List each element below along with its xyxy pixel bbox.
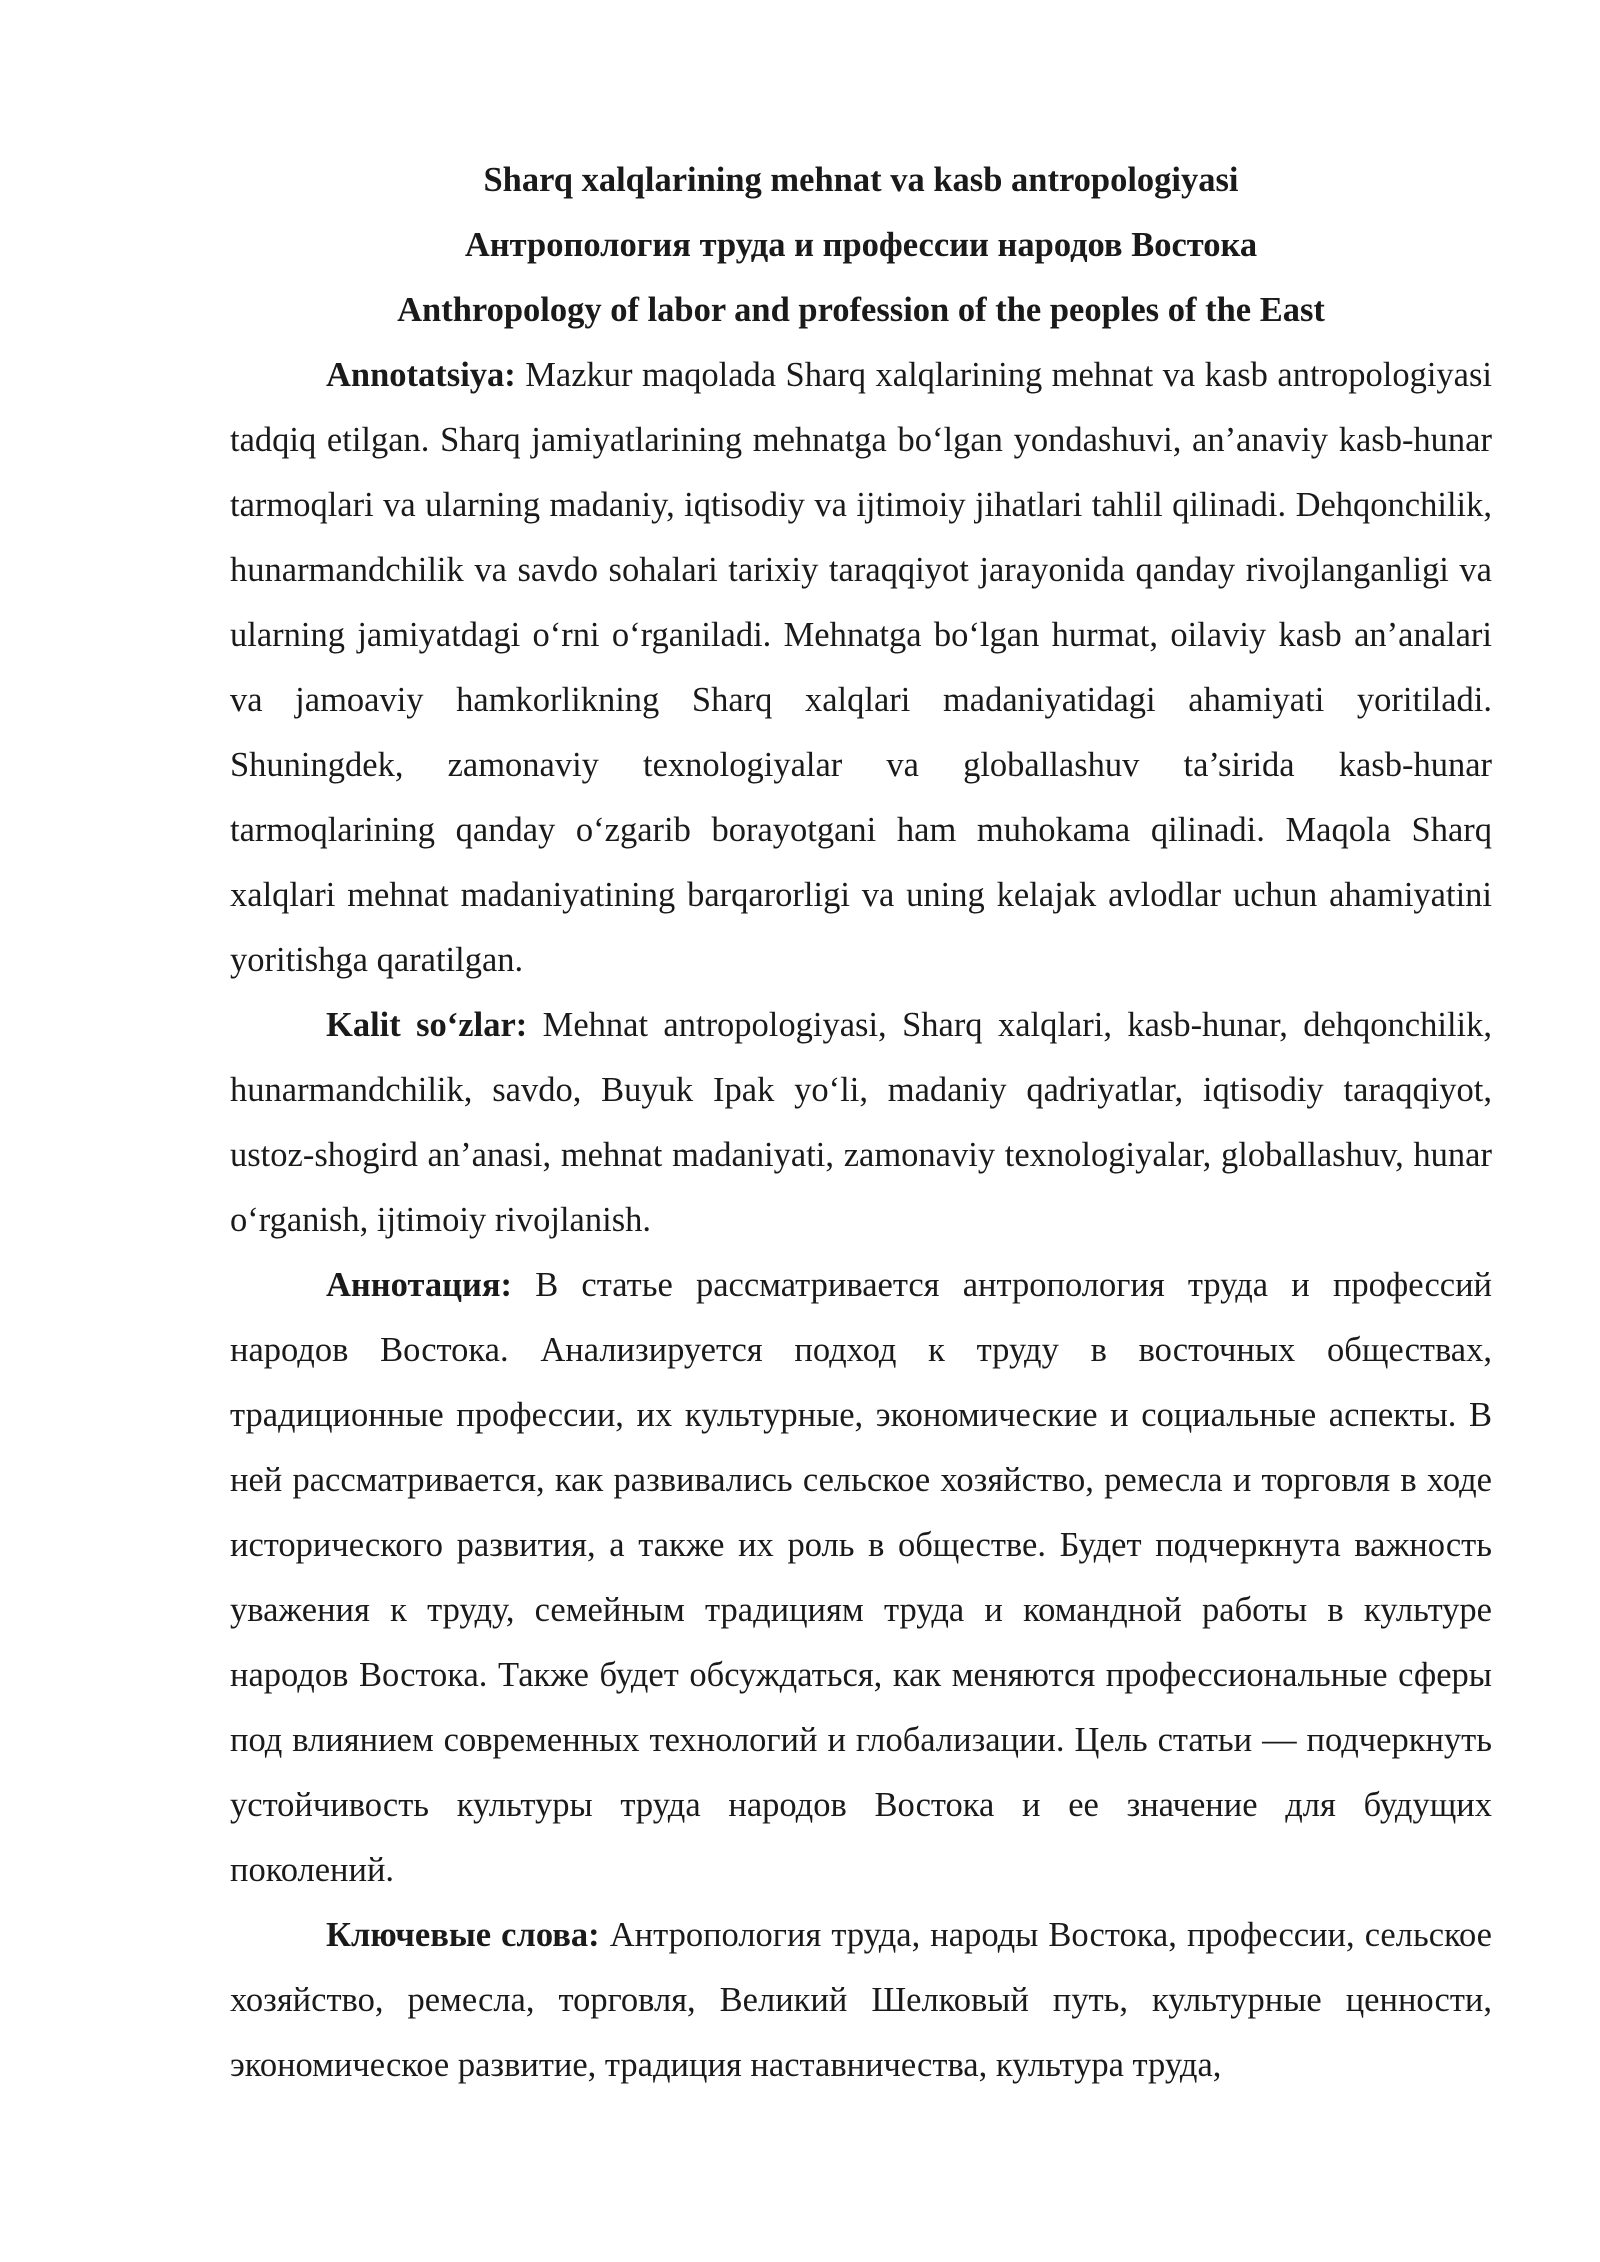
keywords-uzbek-text: Mehnat antropologiyasi, Sharq xalqlari, kasb-hunar, dehqonchilik, hunarmandchilik, savdo, Buyuk Ipak yo‘li, madaniy qadriyatlar, iqtisodiy taraqqiyot, ustoz-shogird an’anasi, mehnat madaniyati, zamonaviy texnologiyalar, globallashuv, hunar o‘rganish, ijtimoiy rivojlanish.: [230, 1006, 1492, 1239]
abstract-russian-label: Аннотация:: [326, 1266, 512, 1304]
abstract-uzbek-text: Mazkur maqolada Sharq xalqlarining mehnat va kasb antropologiyasi tadqiq etilgan. Sharq jamiyatlarining mehnatga bo‘lgan yondashuvi, an’anaviy kasb-hunar tarmoqlari va ularning madaniy, iqtisodiy va ijtimoiy jihatlari tahlil qilinadi. Dehqonchilik, hunarmandchilik va savdo sohalari tarixiy taraqqiyot jarayonida qanday rivojlanganligi va ularning jamiyatdagi o‘rni o‘rganiladi. Mehnatga bo‘lgan hurmat, oilaviy kasb an’analari va jamoaviy hamkorlikning Sharq xalqlari madaniyatidagi ahamiyati yoritiladi. Shuningdek, zamonaviy texnologiyalar va globallashuv ta’sirida kasb-hunar tarmoqlarining qanday o‘zgarib borayotgani ham muhokama qilinadi. Maqola Sharq xalqlari mehnat madaniyatining barqarorligi va uning kelajak avlodlar uchun ahamiyatini yoritishga qaratilgan.: [230, 356, 1493, 979]
keywords-uzbek-label: Kalit so‘zlar:: [326, 1006, 528, 1044]
keywords-russian-label: Ключевые слова:: [326, 1916, 600, 1954]
title-russian: Антропология труда и профессии народов Востока: [464, 226, 1258, 264]
abstract-russian-text: В статье рассматривается антропология труда и профессий народов Востока. Анализируется подход к труду в восточных обществах, традиционные профессии, их культурные, экономические и социальные аспекты. В ней рассматривается, как развивались сельское хозяйство, ремесла и торговля в ходе исторического развития, а также их роль в обществе. Будет подчеркнута важность уважения к труду, семейным традициям труда и командной работы в культуре народов Востока. Также будет обсуждаться, как меняются профессиональные сферы под влиянием современных технологий и глобализации. Цель статьи — подчеркнуть устойчивость культуры труда народов Востока и ее значение для будущих поколений.: [230, 1266, 1493, 1889]
keywords-uzbek: [230, 993, 1492, 1253]
document-content: [230, 148, 1492, 2098]
abstract-russian: [230, 1253, 1492, 1903]
abstract-uzbek-label: Annotatsiya:: [326, 356, 516, 394]
abstract-uzbek: [230, 343, 1492, 993]
keywords-russian: [230, 1903, 1492, 2098]
title-english: Anthropology of labor and profession of the peoples of the East: [397, 291, 1325, 329]
title-uzbek: Sharq xalqlarining mehnat va kasb antropologiyasi: [483, 161, 1239, 199]
keywords-russian-text: Антропология труда, народы Востока, профессии, сельское хозяйство, ремесла, торговля, Великий Шелковый путь, культурные ценности, экономическое развитие, традиция наставничества, культура труда,: [230, 1916, 1492, 2084]
